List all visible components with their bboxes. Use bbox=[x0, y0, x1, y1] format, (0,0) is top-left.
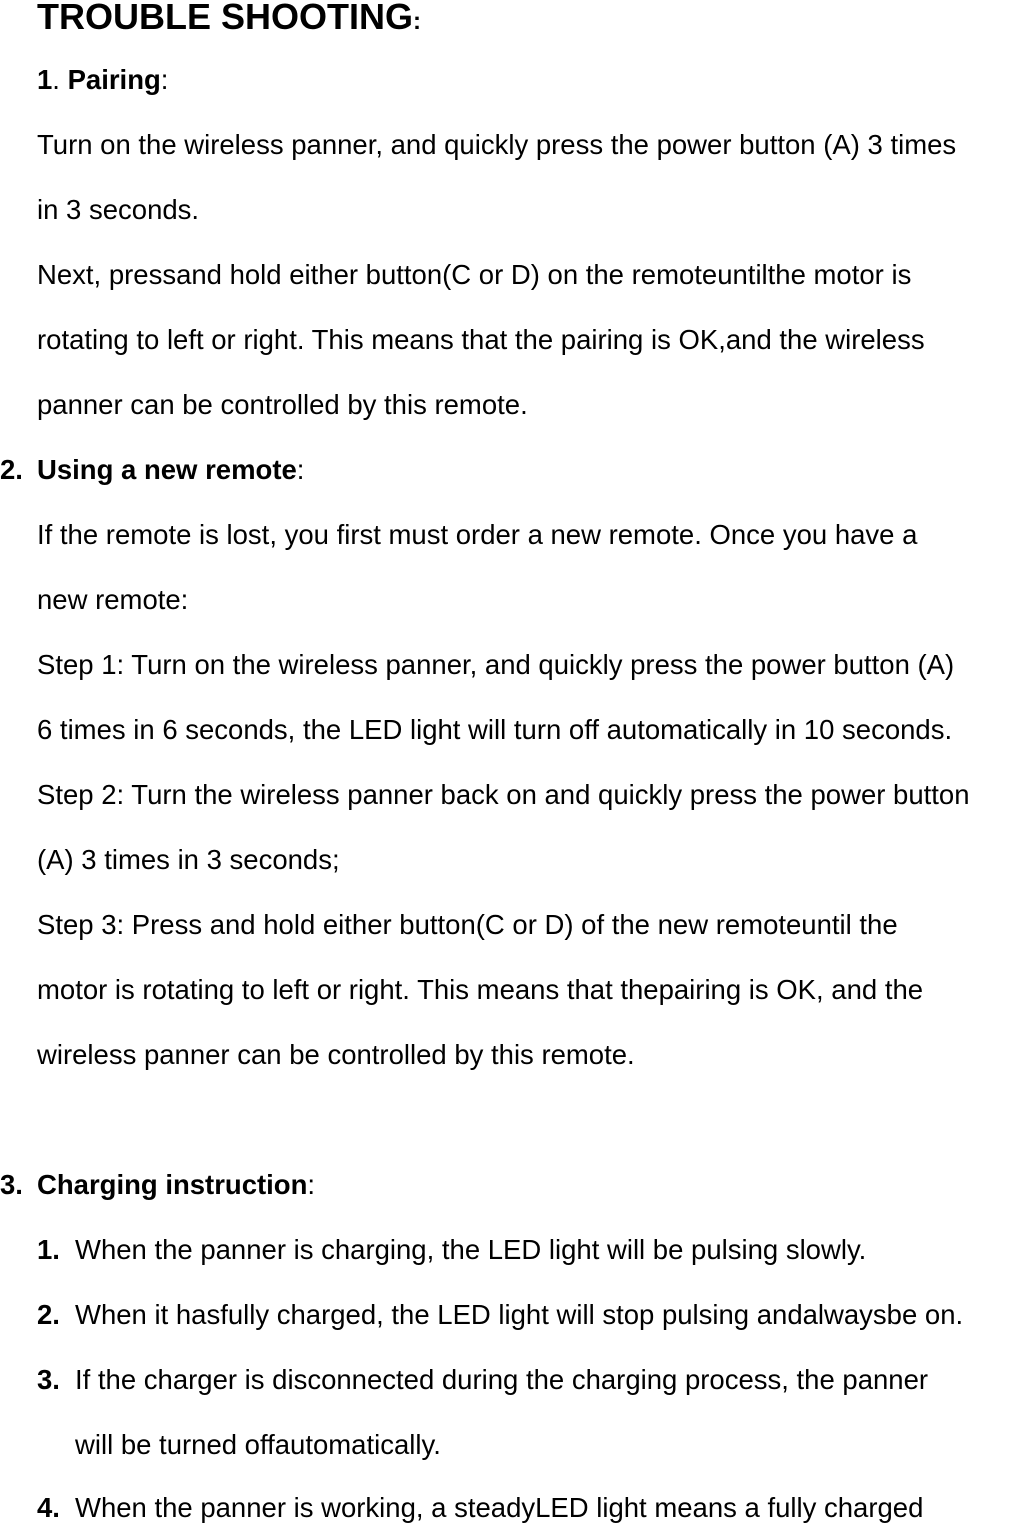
paragraph-line: 6 times in 6 seconds, the LED light will turn off automatically in 10 seconds. bbox=[37, 714, 953, 745]
list-item-line: When the panner is working, a steadyLED light means a fully charged bbox=[75, 1492, 924, 1523]
list-item-line: If the charger is disconnected during the charging process, the panner bbox=[75, 1364, 929, 1395]
list-item-line: When the panner is charging, the LED light will be pulsing slowly. bbox=[75, 1234, 867, 1265]
paragraph-line: Step 2: Turn the wireless panner back on and quickly press the power button bbox=[37, 779, 970, 810]
page-title bbox=[37, 0, 421, 42]
paragraph-line: (A) 3 times in 3 seconds; bbox=[37, 844, 340, 875]
section-number: 3. bbox=[0, 1169, 23, 1200]
page-title-colon: : bbox=[413, 8, 421, 35]
paragraph-line: If the remote is lost, you first must order a new remote. Once you have a bbox=[37, 519, 918, 550]
section-heading-charging: Charging instruction: bbox=[37, 1169, 316, 1200]
section-number: 1 bbox=[37, 64, 53, 95]
list-item-number: 1. bbox=[37, 1234, 60, 1265]
list-item-number: 2. bbox=[37, 1299, 60, 1330]
paragraph-line: rotating to left or right. This means that the pairing is OK,and the wireless bbox=[37, 324, 925, 355]
section-heading-new-remote: Using a new remote: bbox=[37, 454, 305, 485]
list-item-line: When it hasfully charged, the LED light will stop pulsing andalwaysbe on. bbox=[75, 1299, 964, 1330]
list-item-line: will be turned offautomatically. bbox=[75, 1429, 441, 1460]
paragraph-line: in 3 seconds. bbox=[37, 194, 200, 225]
paragraph-line: panner can be controlled by this remote. bbox=[37, 389, 528, 420]
list-item-number: 4. bbox=[37, 1492, 60, 1523]
section-heading-text: Using a new remote bbox=[37, 454, 297, 485]
section-number: 2. bbox=[0, 454, 23, 485]
paragraph-line: new remote: bbox=[37, 584, 189, 615]
paragraph-line: wireless panner can be controlled by this remote. bbox=[37, 1039, 635, 1070]
paragraph-line: Next, pressand hold either button(C or D) on the remoteuntilthe motor is bbox=[37, 259, 912, 290]
paragraph-line: Step 1: Turn on the wireless panner, and quickly press the power button (A) bbox=[37, 649, 955, 680]
section-heading-text: Charging instruction bbox=[37, 1169, 308, 1200]
section-heading-pairing: 1. Pairing: bbox=[37, 64, 169, 95]
paragraph-line: Turn on the wireless panner, and quickly press the power button (A) 3 times bbox=[37, 129, 957, 160]
page-title-text: TROUBLE SHOOTING bbox=[37, 0, 413, 37]
paragraph-line: Step 3: Press and hold either button(C or D) of the new remoteuntil the bbox=[37, 909, 898, 940]
list-item-number: 3. bbox=[37, 1364, 60, 1395]
paragraph-line: motor is rotating to left or right. This means that thepairing is OK, and the bbox=[37, 974, 924, 1005]
section-heading-text: Pairing bbox=[67, 64, 161, 95]
